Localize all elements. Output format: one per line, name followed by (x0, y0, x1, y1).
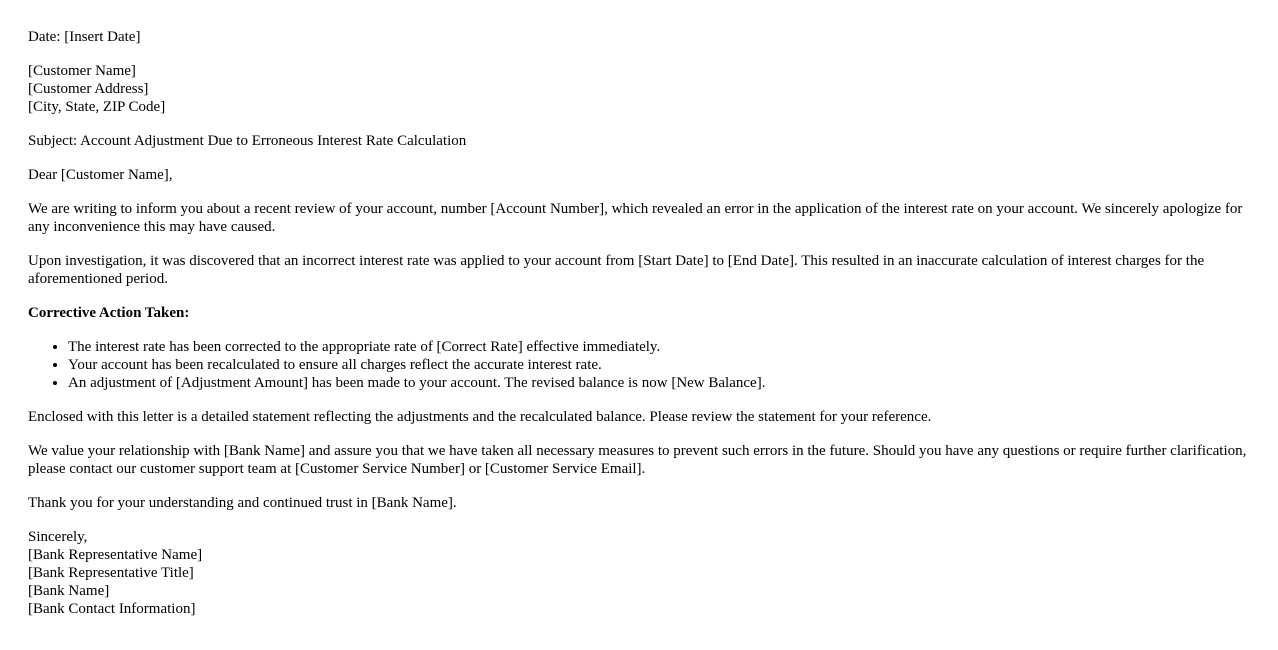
salutation: Dear [Customer Name], (28, 167, 173, 183)
list-item: • The interest rate has been corrected to the appropriate rate of [Correct Rate] effective immediately. (68, 338, 1250, 356)
corrective-action-list (28, 338, 1250, 392)
letter-body (28, 28, 1250, 634)
intro-paragraph: We are writing to inform you about a recent review of your account, number [Account Number], which revealed an error in the application of the interest rate on your account. We sincerely apologize for any inconvenience this may have caused. (28, 201, 1243, 235)
bank-contact-information: [Bank Contact Information] (28, 601, 196, 617)
valediction: Sincerely, (28, 529, 88, 545)
recipient-name: [Customer Name] (28, 63, 136, 79)
date-line: Date: [Insert Date] (28, 29, 141, 45)
recipient-block (28, 62, 1250, 116)
recipient-address: [Customer Address] (28, 81, 149, 97)
signature-block (28, 528, 1250, 618)
representative-title: [Bank Representative Title] (28, 565, 194, 581)
bank-name: [Bank Name] (28, 583, 110, 599)
list-item: • An adjustment of [Adjustment Amount] has been made to your account. The revised balance is now [New Balance]. (68, 374, 1250, 392)
list-item: • Your account has been recalculated to ensure all charges reflect the accurate interest rate. (68, 356, 1250, 374)
subject-line: Subject: Account Adjustment Due to Erroneous Interest Rate Calculation (28, 133, 467, 149)
relationship-paragraph: We value your relationship with [Bank Name] and assure you that we have taken all necessary measures to prevent such errors in the future. Should you have any questions or require further clarification, please contact our customer support team at [Customer Service Number] or [Customer Service Email]. (28, 443, 1247, 477)
representative-name: [Bank Representative Name] (28, 547, 203, 563)
recipient-city-state-zip: [City, State, ZIP Code] (28, 99, 166, 115)
corrective-action-heading: Corrective Action Taken: (28, 305, 190, 321)
investigation-paragraph: Upon investigation, it was discovered that an incorrect interest rate was applied to your account from [Start Date] to [End Date]. This resulted in an inaccurate calculation of interest charges for the aforementioned period. (28, 253, 1205, 287)
enclosed-paragraph: Enclosed with this letter is a detailed statement reflecting the adjustments and the recalculated balance. Please review the statement for your reference. (28, 409, 932, 425)
thanks-paragraph: Thank you for your understanding and continued trust in [Bank Name]. (28, 495, 457, 511)
